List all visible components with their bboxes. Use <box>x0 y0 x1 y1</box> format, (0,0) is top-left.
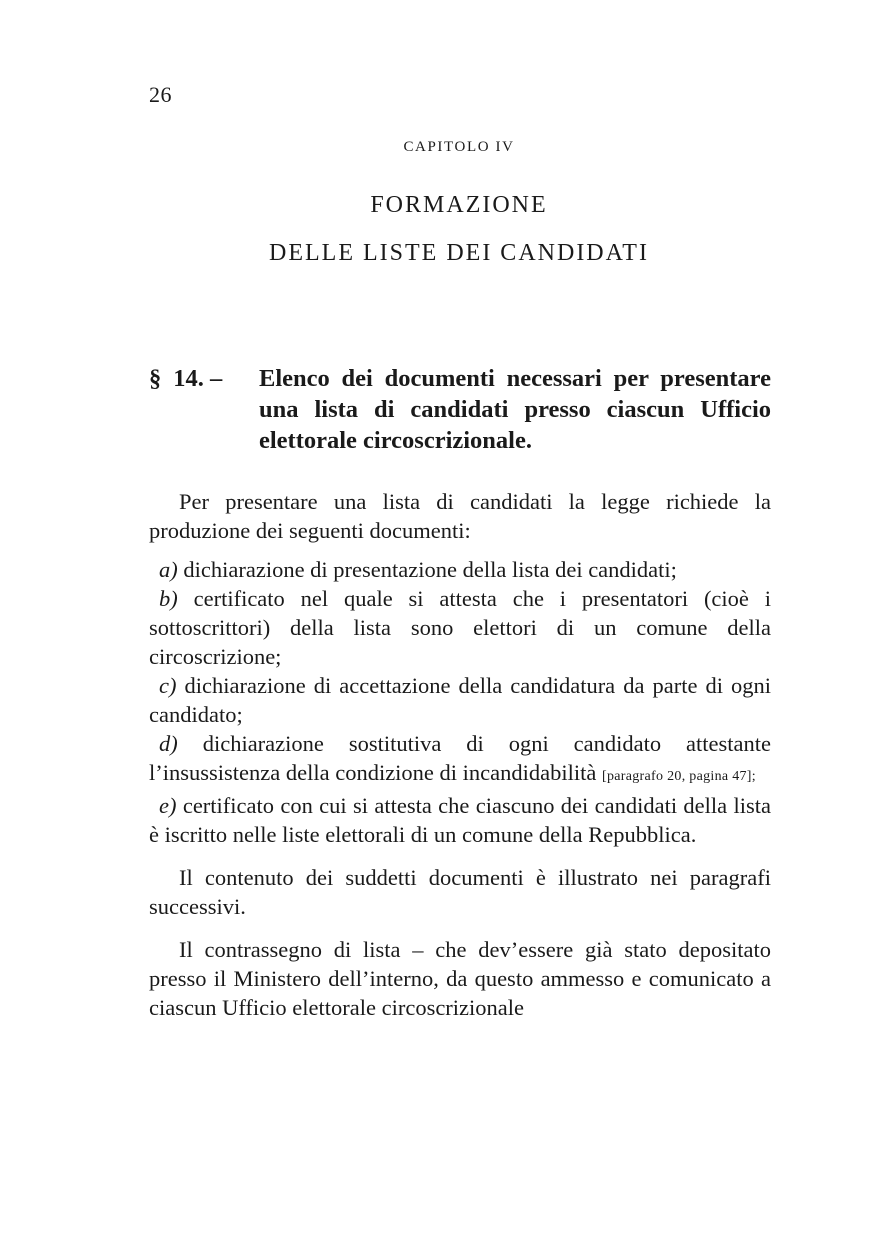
section-number-value: 14. <box>173 365 204 392</box>
list-item-text: dichiarazione sostitutiva di ogni candidato attestante l’insussistenza della condizione di incandidabilità <box>149 731 772 785</box>
list-item-text: dichiarazione di presentazione della lista dei candidati; <box>183 557 677 582</box>
section-symbol: § <box>149 365 162 392</box>
list-letter: c) <box>159 673 177 698</box>
list-item-c <box>149 671 771 729</box>
chapter-label: CAPITOLO IV <box>403 139 515 155</box>
chapter-title-line-1: FORMAZIONE <box>370 192 548 218</box>
section-heading <box>149 363 771 456</box>
paragraph-2: Il contenuto dei suddetti documenti è illustrato nei paragrafi successivi. <box>149 865 771 919</box>
intro-paragraph: Per presentare una lista di candidati la legge richiede la produzione dei seguenti documenti: <box>149 489 771 543</box>
list-letter: e) <box>159 793 177 818</box>
section-dash: – <box>210 365 223 392</box>
cross-reference: [paragrafo 20, pagina 47]; <box>602 769 756 784</box>
list-item-d <box>149 729 771 791</box>
list-item-b <box>149 584 771 671</box>
list-letter: b) <box>159 586 178 611</box>
list-item-e <box>149 791 771 849</box>
list-item-text: certificato nel quale si attesta che i presentatori (cioè i sottoscrittori) della lista sono elettori di un comune della circoscrizione; <box>149 586 772 669</box>
list-item-a <box>149 555 771 584</box>
list-item-text: dichiarazione di accettazione della candidatura da parte di ogni candidato; <box>149 673 772 727</box>
body-text <box>149 487 771 1022</box>
chapter-title-line-2: DELLE LISTE DEI CANDIDATI <box>269 240 649 266</box>
list-item-text: certificato con cui si attesta che ciascuno dei candidati della lista è iscritto nelle liste elettorali di un comune della Repubblica. <box>149 793 771 847</box>
list-letter: d) <box>159 731 178 756</box>
section-heading-text: Elenco dei documenti necessari per presentare una lista di candidati presso ciascun Ufficio elettorale circoscrizionale. <box>259 365 771 454</box>
section-number <box>149 363 222 394</box>
page-number: 26 <box>149 82 172 107</box>
paragraph-3: Il contrassegno di lista – che dev’essere già stato depositato presso il Ministero dell’interno, da questo ammesso e comunicato a ciascun Ufficio elettorale circoscrizionale <box>149 937 771 1020</box>
list-letter: a) <box>159 557 178 582</box>
